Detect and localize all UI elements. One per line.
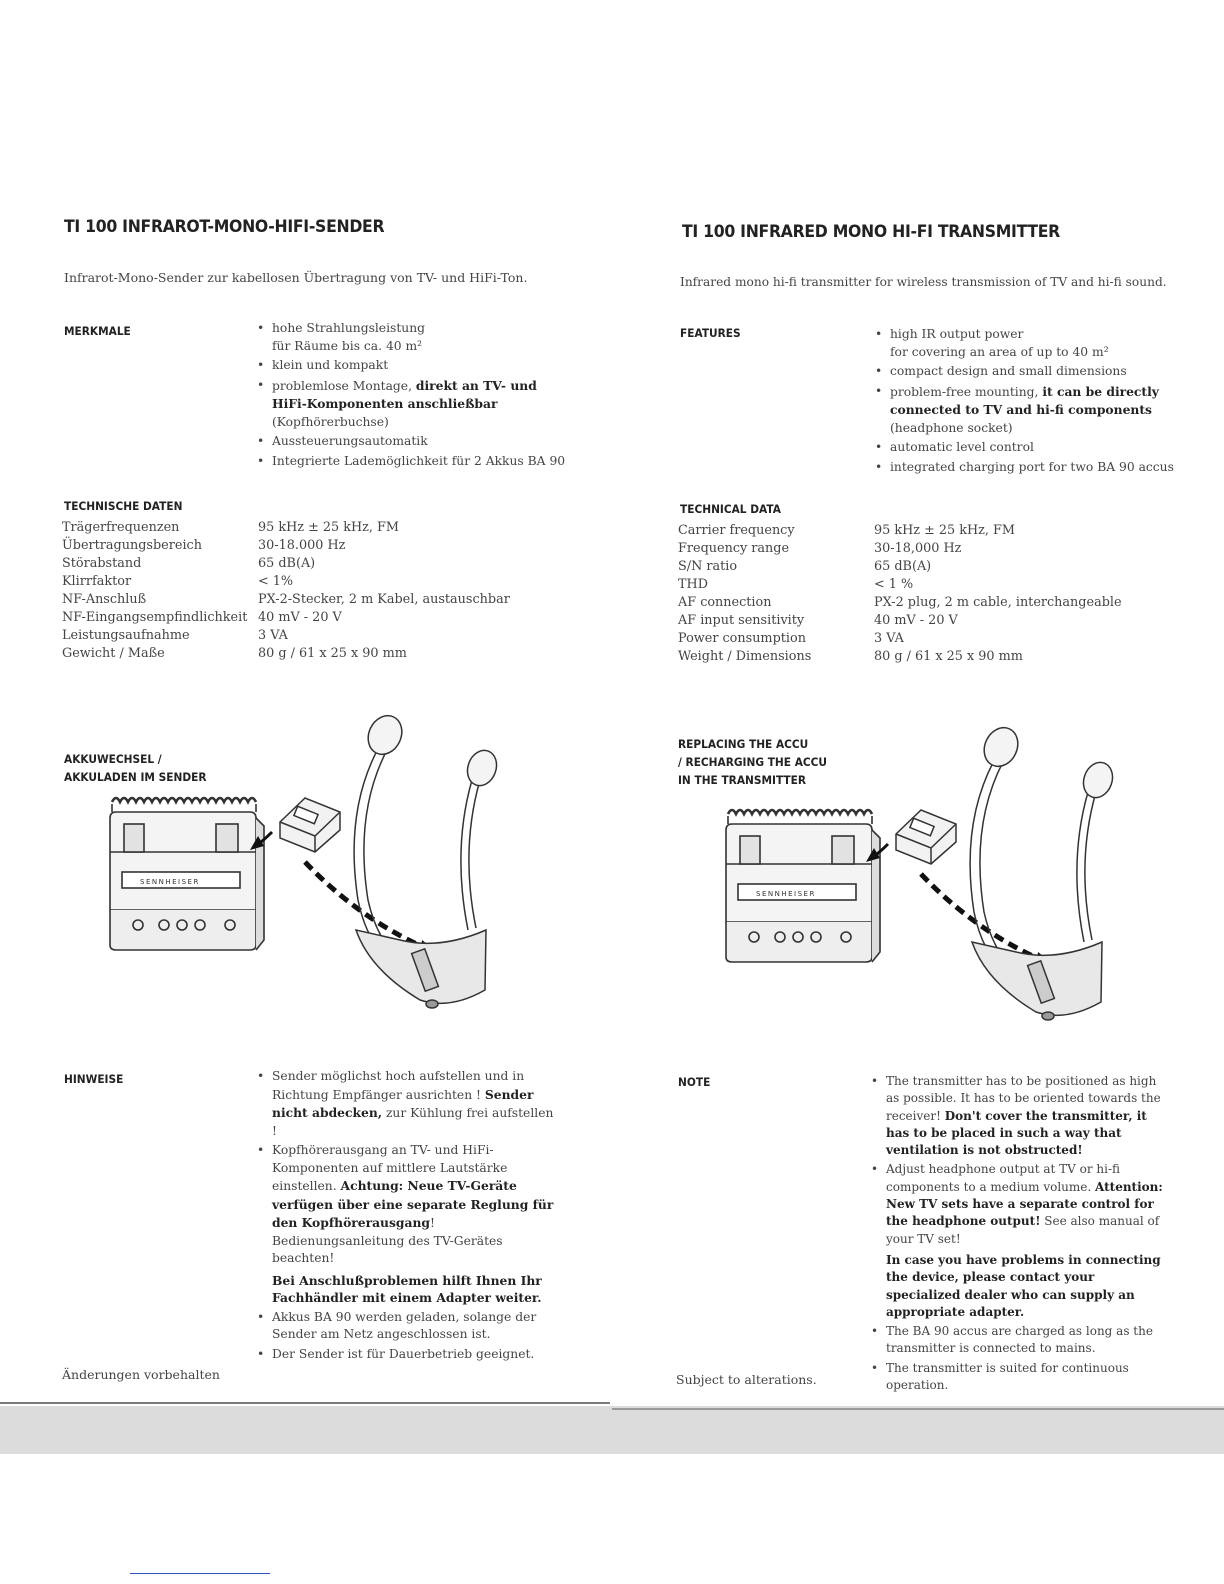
list-item: • Der Sender ist für Dauerbetrieb geeignet. xyxy=(256,1346,556,1364)
list-item: • The BA 90 accus are charged as long as the transmitter is connected to mains. xyxy=(870,1323,1172,1358)
tech-data-label: TECHNICAL DATA xyxy=(680,502,781,516)
tech-data-label: TECHNISCHE DATEN xyxy=(64,499,183,513)
list-item: • hohe Strahlungsleistung für Räume bis ca. 40 m² xyxy=(256,320,566,355)
notes-list xyxy=(256,1068,556,1365)
list-item: • Aussteuerungsautomatik xyxy=(256,433,566,451)
list-item: • Kopfhörerausgang an TV- und HiFi-Komponenten auf mittlere Lautstärke einstellen. Achtung: Neue TV-Geräte verfügen über eine separate Reglung für den Kopfhörerausgang! Bedienungsanleitung des TV-Gerätes beachten! Bei Anschlußproblemen hilft Ihnen Ihr Fachhändler mit einem Adapter weiter. xyxy=(256,1142,556,1307)
table-row: NF-Eingangsempfindlichkeit 40 mV - 20 V xyxy=(62,610,342,625)
features-list xyxy=(874,326,1184,478)
tech-data-table xyxy=(678,522,1122,666)
footer-note: Änderungen vorbehalten xyxy=(62,1367,220,1382)
list-item: • compact design and small dimensions xyxy=(874,363,1184,381)
table-row: AF input sensitivity 40 mV - 20 V xyxy=(678,613,958,628)
table-row: NF-Anschluß PX-2-Stecker, 2 m Kabel, austauschbar xyxy=(62,592,510,607)
footer-note: Subject to alterations. xyxy=(676,1372,817,1387)
accu-illustration xyxy=(716,712,1156,1052)
german-column xyxy=(0,0,580,1400)
table-row: S/N ratio 65 dB(A) xyxy=(678,559,932,574)
accu-label: REPLACING THE ACCU / RECHARGING THE ACCU IN THE TRANSMITTER xyxy=(678,737,828,787)
table-row: Frequency range 30-18,000 Hz xyxy=(678,541,962,556)
tech-data-table xyxy=(62,519,510,663)
list-item: • The transmitter is suited for continuous operation. xyxy=(870,1360,1172,1395)
table-row: Gewicht / Maße 80 g / 61 x 25 x 90 mm xyxy=(62,646,407,661)
list-item: • high IR output power for covering an area of up to 40 m² xyxy=(874,326,1184,361)
features-label: MERKMALE xyxy=(64,324,131,338)
list-item: • Integrierte Lademöglichkeit für 2 Akkus BA 90 xyxy=(256,453,566,471)
accu-pack xyxy=(280,798,340,852)
list-item: • problem-free mounting, it can be directly connected to TV and hi-fi components (headphone socket) xyxy=(874,383,1184,438)
table-row: Carrier frequency 95 kHz ± 25 kHz, FM xyxy=(678,523,1015,538)
accu-illustration xyxy=(100,700,540,1040)
features-label: FEATURES xyxy=(680,326,741,340)
list-item: • automatic level control xyxy=(874,439,1184,457)
notes-label: NOTE xyxy=(678,1075,711,1089)
features-list xyxy=(256,320,566,472)
table-row: Klirrfaktor < 1% xyxy=(62,574,294,589)
table-row: Störabstand 65 dB(A) xyxy=(62,556,316,571)
headphone-receiver xyxy=(354,710,501,1008)
table-row: Leistungsaufnahme 3 VA xyxy=(62,628,288,643)
headphone-receiver xyxy=(970,722,1117,1020)
brand-label: SENNHEISER xyxy=(756,890,816,898)
table-row: AF connection PX-2 plug, 2 m cable, interchangeable xyxy=(678,595,1122,610)
scan-grey-band xyxy=(0,1406,1224,1454)
transmitter-headphone-drawing xyxy=(100,700,540,1040)
transmitter-device xyxy=(110,798,264,950)
transmitter-headphone-drawing xyxy=(716,712,1156,1052)
accu-pack xyxy=(896,810,956,864)
intro-text: Infrared mono hi-fi transmitter for wireless transmission of TV and hi-fi sound. xyxy=(680,275,1167,289)
intro-text: Infrarot-Mono-Sender zur kabellosen Übertragung von TV- und HiFi-Ton. xyxy=(64,270,528,285)
list-item: • The transmitter has to be positioned as high as possible. It has to be oriented towards the receiver! Don't cover the transmitter, it has to be placed in such a way that ventilation is not obstructed! xyxy=(870,1073,1172,1159)
table-row: Power consumption 3 VA xyxy=(678,631,904,646)
underline-mark xyxy=(130,1573,270,1574)
list-item: • integrated charging port for two BA 90 accus xyxy=(874,459,1184,477)
table-row: Trägerfrequenzen 95 kHz ± 25 kHz, FM xyxy=(62,520,399,535)
notes-list xyxy=(870,1073,1172,1396)
table-row: Übertragungsbereich 30-18.000 Hz xyxy=(62,538,346,553)
page-title: TI 100 INFRARED MONO HI-FI TRANSMITTER xyxy=(682,222,1060,241)
english-column xyxy=(612,0,1192,1400)
notes-label: HINWEISE xyxy=(64,1072,124,1086)
accu-label: AKKUWECHSEL / AKKULADEN IM SENDER xyxy=(64,752,207,784)
fold-line-right xyxy=(612,1408,1224,1410)
transmitter-device xyxy=(726,810,880,962)
table-row: Weight / Dimensions 80 g / 61 x 25 x 90 mm xyxy=(678,649,1023,664)
brand-label: SENNHEISER xyxy=(140,878,200,886)
fold-line-left xyxy=(0,1402,610,1404)
list-item: • Akkus BA 90 werden geladen, solange der Sender am Netz angeschlossen ist. xyxy=(256,1309,556,1344)
page-title: TI 100 INFRAROT-MONO-HIFI-SENDER xyxy=(64,217,385,236)
list-item: • problemlose Montage, direkt an TV- und HiFi-Komponenten anschließbar (Kopfhörerbuchse) xyxy=(256,377,566,432)
list-item: • Adjust headphone output at TV or hi-fi components to a medium volume. Attention: New TV sets have a separate control for the headphone output! See also manual of your TV set! In case you have problems in connecting the device, please contact your specialized dealer who can supply an appropriate adapter. xyxy=(870,1161,1172,1321)
list-item: • Sender möglichst hoch aufstellen und in Richtung Empfänger ausrichten ! Sender nicht abdecken, zur Kühlung frei aufstellen ! xyxy=(256,1068,556,1140)
table-row: THD < 1 % xyxy=(678,577,914,592)
list-item: • klein und kompakt xyxy=(256,357,566,375)
